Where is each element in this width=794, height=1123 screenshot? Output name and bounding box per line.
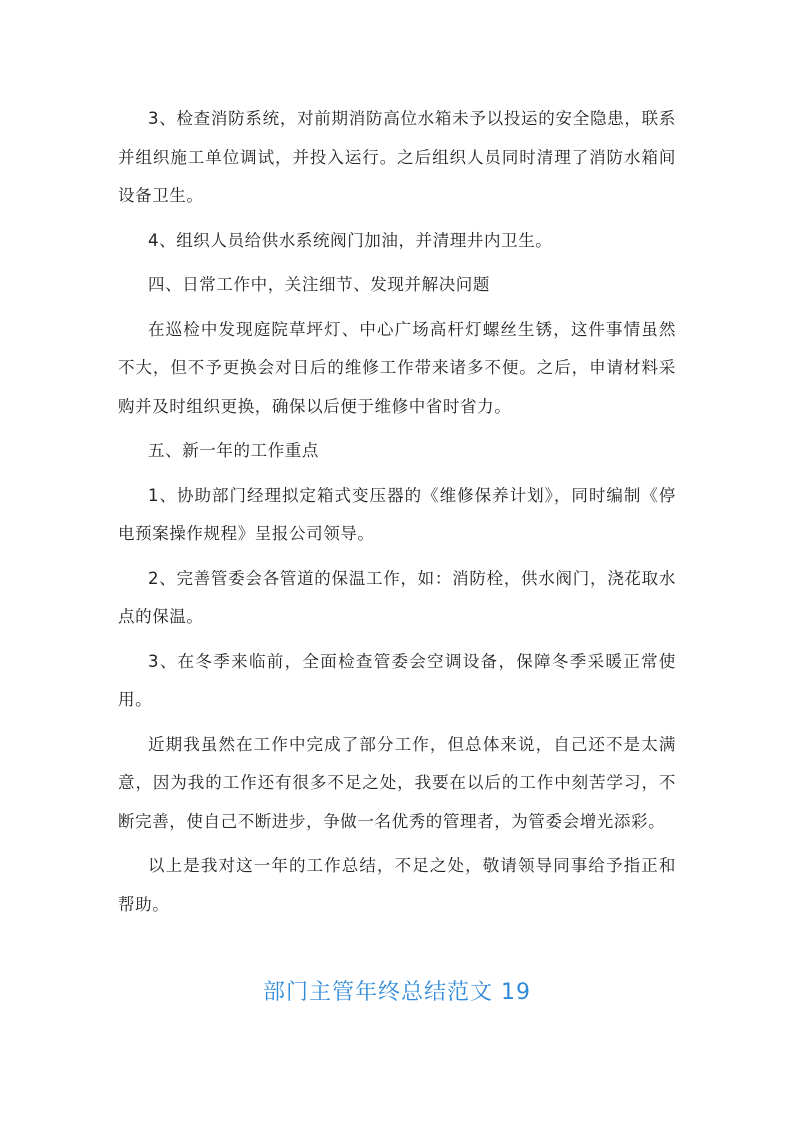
paragraph: 2、完善管委会各管道的保温工作，如：消防栓，供水阀门，浇花取水点的保温。 — [118, 568, 676, 626]
paragraph: 1、协助部门经理拟定箱式变压器的《维修保养计划》，同时编制《停电预案操作规程》呈报公司领导。 — [118, 485, 676, 543]
paragraph: 4、组织人员给供水系统阀门加油，并清理井内卫生。 — [148, 230, 553, 250]
paragraph: 3、在冬季来临前，全面检查管委会空调设备，保障冬季采暖正常使用。 — [118, 651, 676, 709]
paragraph: 近期我虽然在工作中完成了部分工作，但总体来说，自己还不是太满意，因为我的工作还有很多不足之处，我要在以后的工作中刻苦学习，不断完善，使自己不断进步，争做一名优秀的管理者，为管委会增光添彩。 — [118, 734, 676, 831]
section-heading: 四、日常工作中，关注细节、发现并解决问题 — [148, 275, 490, 294]
next-section-title: 部门主管年终总结范文 19 — [263, 980, 531, 1005]
paragraph: 以上是我对这一年的工作总结，不足之处，敬请领导同事给予指正和帮助。 — [118, 856, 676, 914]
paragraph: 在巡检中发现庭院草坪灯、中心广场高杆灯螺丝生锈，这件事情虽然不大，但不予更换会对日后的维修工作带来诸多不便。之后，申请材料采购并及时组织更换，确保以后便于维修中省时省力。 — [118, 319, 676, 416]
paragraph: 3、检查消防系统，对前期消防高位水箱未予以投运的安全隐患，联系并组织施工单位调试，并投入运行。之后组织人员同时清理了消防水箱间设备卫生。 — [118, 109, 676, 205]
section-heading: 五、新一年的工作重点 — [148, 441, 319, 460]
document-body — [118, 100, 676, 930]
